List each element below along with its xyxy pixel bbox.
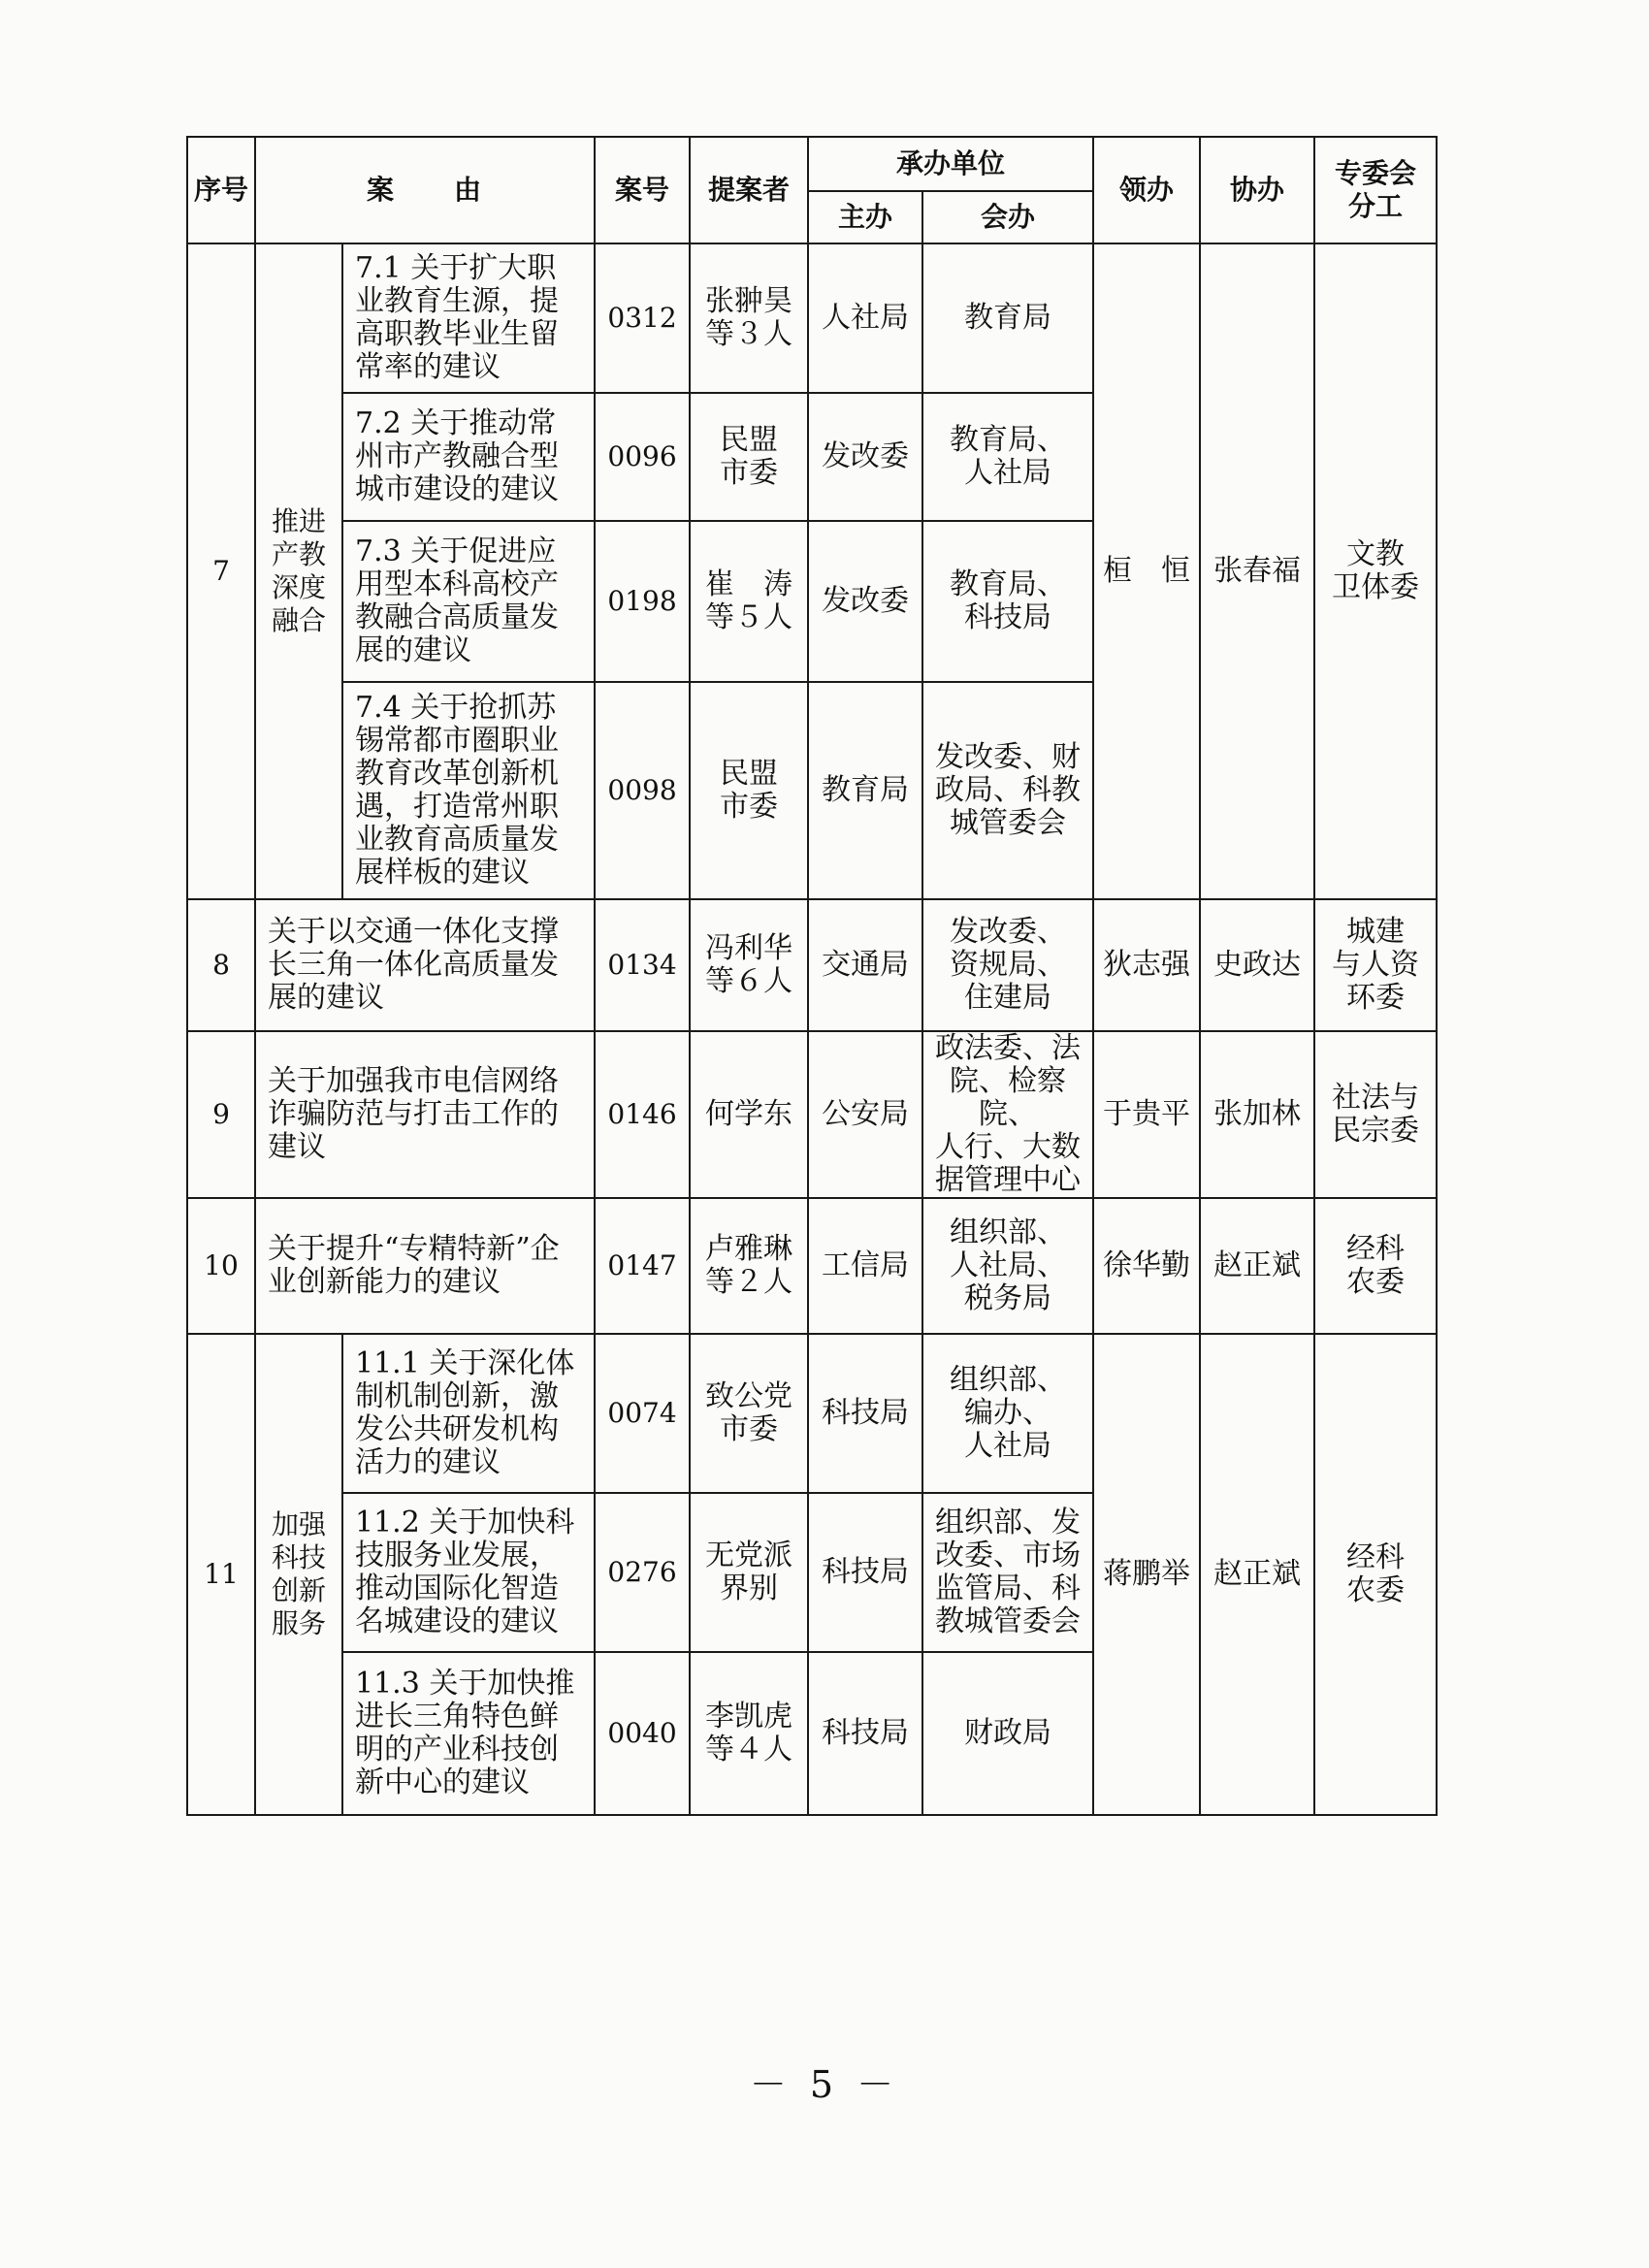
row-subject: 关于加强我市电信网络诈骗防范与打击工作的建议 — [255, 1031, 595, 1198]
main-unit: 公安局 — [808, 1031, 922, 1198]
co-units: 组织部、 人社局、 税务局 — [922, 1198, 1093, 1334]
co-units: 发改委、财 政局、科教 城管委会 — [922, 682, 1093, 899]
proposer: 无党派 界别 — [690, 1493, 808, 1652]
proposer: 民盟 市委 — [690, 682, 808, 899]
committee: 城建 与人资 环委 — [1314, 899, 1437, 1031]
committee: 经科 农委 — [1314, 1334, 1437, 1815]
lead-person: 桓 恒 — [1093, 243, 1200, 899]
proposal-table-sheet — [186, 136, 1436, 1816]
co-units: 组织部、发 改委、市场 监管局、科 教城管委会 — [922, 1493, 1093, 1652]
proposer: 何学东 — [690, 1031, 808, 1198]
case-number: 0147 — [595, 1198, 690, 1334]
co-units: 发改委、 资规局、 住建局 — [922, 899, 1093, 1031]
co-units: 财政局 — [922, 1652, 1093, 1815]
case-number: 0276 — [595, 1493, 690, 1652]
header-assist: 协办 — [1200, 137, 1314, 243]
committee: 社法与 民宗委 — [1314, 1031, 1437, 1198]
row-subject: 关于提升“专精特新”企业创新能力的建议 — [255, 1198, 595, 1334]
proposer: 崔 涛 等５人 — [690, 521, 808, 682]
header-lead: 领办 — [1093, 137, 1200, 243]
row-seq: 8 — [187, 899, 255, 1031]
header-proposer: 提案者 — [690, 137, 808, 243]
proposer: 致公党 市委 — [690, 1334, 808, 1493]
proposer: 冯利华 等６人 — [690, 899, 808, 1031]
row-subject: 关于以交通一体化支撑长三角一体化高质量发展的建议 — [255, 899, 595, 1031]
header-main: 主办 — [808, 191, 922, 243]
assist-person: 张春福 — [1200, 243, 1314, 899]
table-row — [187, 1031, 1437, 1198]
case-number: 0312 — [595, 243, 690, 393]
main-unit: 工信局 — [808, 1198, 922, 1334]
row-topic: 加强 科技 创新 服务 — [255, 1334, 342, 1815]
assist-person: 史政达 — [1200, 899, 1314, 1031]
case-number: 0198 — [595, 521, 690, 682]
main-unit: 发改委 — [808, 521, 922, 682]
case-number: 0040 — [595, 1652, 690, 1815]
main-unit: 发改委 — [808, 393, 922, 521]
main-unit: 人社局 — [808, 243, 922, 393]
case-number: 0098 — [595, 682, 690, 899]
case-number: 0096 — [595, 393, 690, 521]
row-topic: 推进 产教 深度 融合 — [255, 243, 342, 899]
sub-subject: 11.2 关于加快科技服务业发展，推动国际化智造名城建设的建议 — [342, 1493, 595, 1652]
header-subject: 案 由 — [255, 137, 595, 243]
header-case-no: 案号 — [595, 137, 690, 243]
table-row — [187, 899, 1437, 1031]
table-header — [187, 137, 1437, 243]
lead-person: 于贵平 — [1093, 1031, 1200, 1198]
row-seq: 7 — [187, 243, 255, 899]
lead-person: 徐华勤 — [1093, 1198, 1200, 1334]
co-units: 组织部、 编办、 人社局 — [922, 1334, 1093, 1493]
table-row — [187, 1334, 1437, 1493]
committee: 文教 卫体委 — [1314, 243, 1437, 899]
committee: 经科 农委 — [1314, 1198, 1437, 1334]
proposer: 李凯虎 等４人 — [690, 1652, 808, 1815]
case-number: 0134 — [595, 899, 690, 1031]
main-unit: 科技局 — [808, 1493, 922, 1652]
header-co: 会办 — [922, 191, 1093, 243]
table-row — [187, 1198, 1437, 1334]
main-unit: 教育局 — [808, 682, 922, 899]
table-row — [187, 243, 1437, 393]
sub-subject: 7.2 关于推动常州市产教融合型城市建设的建议 — [342, 393, 595, 521]
sub-subject: 7.3 关于促进应用型本科高校产教融合高质量发展的建议 — [342, 521, 595, 682]
main-unit: 科技局 — [808, 1334, 922, 1493]
assist-person: 赵正斌 — [1200, 1198, 1314, 1334]
sub-subject: 11.3 关于加快推进长三角特色鲜明的产业科技创新中心的建议 — [342, 1652, 595, 1815]
co-units: 教育局、 科技局 — [922, 521, 1093, 682]
row-seq: 11 — [187, 1334, 255, 1815]
header-undertaker: 承办单位 — [808, 137, 1093, 191]
co-units: 教育局、 人社局 — [922, 393, 1093, 521]
proposer: 卢雅琳 等２人 — [690, 1198, 808, 1334]
header-committee: 专委会 分工 — [1314, 137, 1437, 243]
row-seq: 10 — [187, 1198, 255, 1334]
lead-person: 蒋鹏举 — [1093, 1334, 1200, 1815]
case-number: 0074 — [595, 1334, 690, 1493]
proposer: 民盟 市委 — [690, 393, 808, 521]
assist-person: 赵正斌 — [1200, 1334, 1314, 1815]
sub-subject: 11.1 关于深化体制机制创新，激发公共研发机构活力的建议 — [342, 1334, 595, 1493]
sub-subject: 7.1 关于扩大职业教育生源，提高职教毕业生留常率的建议 — [342, 243, 595, 393]
main-unit: 科技局 — [808, 1652, 922, 1815]
proposal-table — [186, 136, 1438, 1816]
header-seq: 序号 — [187, 137, 255, 243]
case-number: 0146 — [595, 1031, 690, 1198]
assist-person: 张加林 — [1200, 1031, 1314, 1198]
main-unit: 交通局 — [808, 899, 922, 1031]
page-number: － 5 － — [749, 2063, 900, 2106]
proposer: 张翀昊 等３人 — [690, 243, 808, 393]
co-units: 教育局 — [922, 243, 1093, 393]
lead-person: 狄志强 — [1093, 899, 1200, 1031]
co-units: 政法委、法 院、检察院、 人行、大数 据管理中心 — [922, 1031, 1093, 1198]
row-seq: 9 — [187, 1031, 255, 1198]
sub-subject: 7.4 关于抢抓苏锡常都市圈职业教育改革创新机遇，打造常州职业教育高质量发展样板的建议 — [342, 682, 595, 899]
